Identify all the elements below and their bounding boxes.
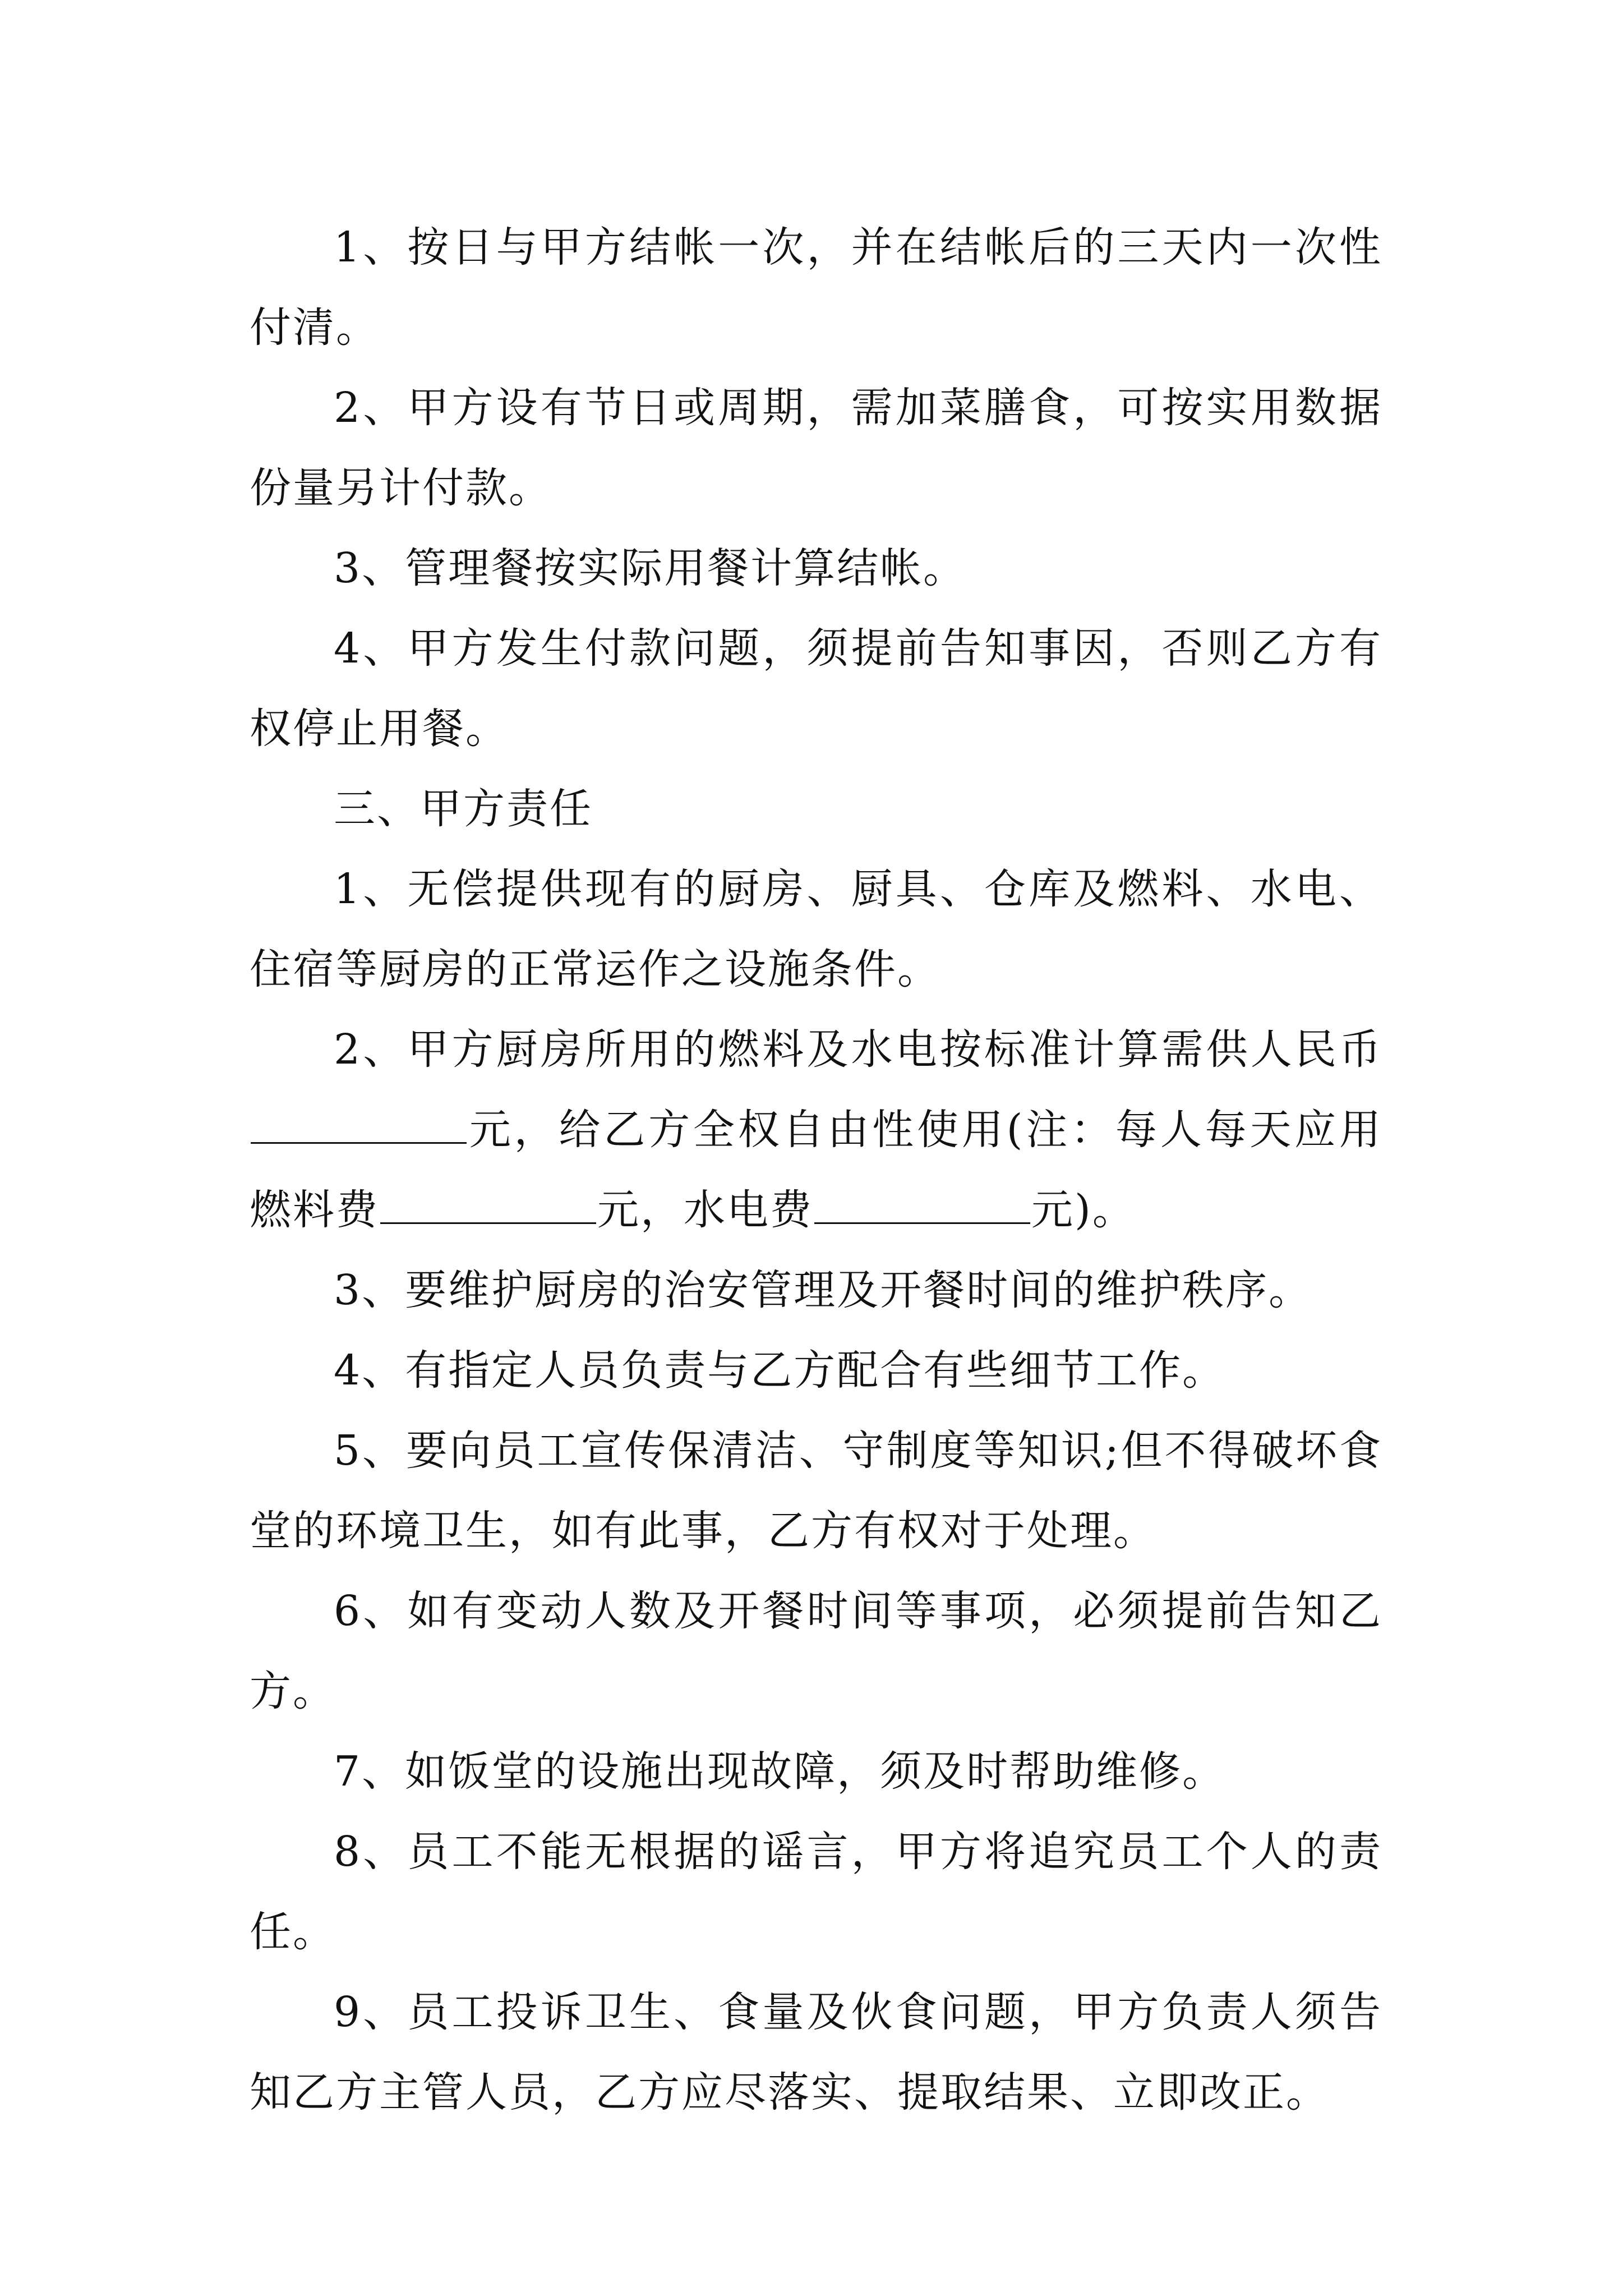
paragraph-fuel-utilities [250, 1010, 1382, 1250]
paragraph-repair: 7、如饭堂的设施出现故障，须及时帮助维修。 [334, 1747, 1226, 1796]
fuel-text-a: 2、甲方厨房所用的燃料及水电按标准计算需供人民币 [334, 1025, 1382, 1074]
paragraph-management-meal: 3、管理餐按实际用餐计算结帐。 [334, 544, 967, 592]
paragraph-payment-issue: 4、甲方发生付款问题，须提前告知事因，否则乙方有权停止用餐。 [250, 624, 1382, 753]
document-body [250, 208, 1382, 2133]
blank-fuel-fee [380, 1189, 596, 1224]
blank-utility-fee [814, 1189, 1030, 1224]
paragraph-complaints: 9、员工投诉卫生、食量及伙食问题，甲方负责人须告知乙方主管人员，乙方应尽落实、提取结果、立即改正。 [250, 1988, 1382, 2116]
paragraph-rumor-liability: 8、员工不能无根据的谣言，甲方将追究员工个人的责任。 [250, 1828, 1382, 1956]
paragraph-security-order: 3、要维护厨房的治安管理及开餐时间的维护秩序。 [334, 1266, 1312, 1314]
blank-amount-total [251, 1108, 467, 1144]
paragraph-holiday-extra: 2、甲方设有节日或周期，需加菜膳食，可按实用数据份量另计付款。 [250, 384, 1382, 512]
paragraph-designated-staff: 4、有指定人员负责与乙方配合有些细节工作。 [334, 1346, 1226, 1395]
section-heading-party-a-duties: 三、甲方责任 [334, 785, 593, 833]
fuel-text-d: 元)。 [1031, 1186, 1136, 1234]
paragraph-settle-daily: 1、按日与甲方结帐一次，并在结帐后的三天内一次性付清。 [250, 223, 1382, 352]
paragraph-change-notice: 6、如有变动人数及开餐时间等事项，必须提前告知乙方。 [250, 1587, 1382, 1715]
paragraph-free-facilities: 1、无偿提供现有的厨房、厨具、仓库及燃料、水电、住宿等厨房的正常运作之设施条件。 [250, 865, 1382, 993]
paragraph-hygiene-education: 5、要向员工宣传保清洁、守制度等知识;但不得破坏食堂的环境卫生，如有此事，乙方有权对于处理。 [250, 1427, 1382, 1555]
fuel-text-b: 元，给乙方全权自由性使用(注：每人每天应用燃料费 [250, 1106, 1382, 1234]
fuel-text-c: 元，水电费 [597, 1186, 813, 1234]
